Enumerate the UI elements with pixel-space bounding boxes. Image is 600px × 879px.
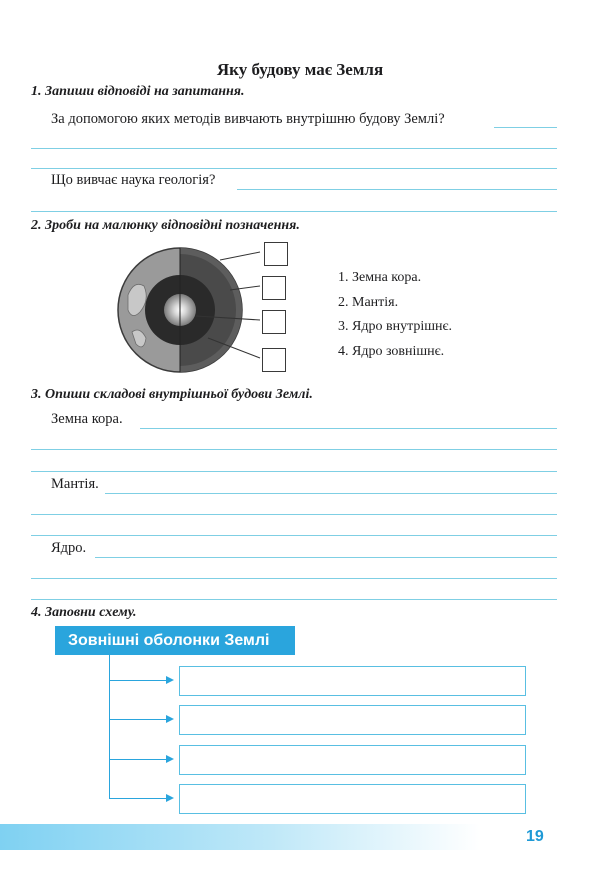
item-core: Ядро.	[51, 540, 87, 556]
scheme-arrow	[110, 680, 166, 681]
task-3-heading: 3. Опиши складові внутрішньої будови Землі.	[31, 387, 313, 402]
question-geology: Що вивчає наука геологія?	[51, 172, 216, 188]
scheme-arrow	[110, 719, 166, 720]
legend-item: 1. Земна кора.	[338, 270, 422, 285]
diagram-label-box[interactable]	[264, 242, 288, 266]
answer-line[interactable]	[95, 557, 557, 558]
scheme-connector	[109, 655, 110, 799]
task-1-heading: 1. Запиши відповіді на запитання.	[31, 84, 245, 99]
question-methods: За допомогою яких методів вивчають внутрішню будову Землі?	[51, 111, 445, 127]
scheme-answer-box[interactable]	[179, 745, 526, 775]
answer-line[interactable]	[31, 449, 557, 450]
item-mantle: Мантія.	[51, 476, 99, 492]
answer-line[interactable]	[31, 168, 557, 169]
page-number: 19	[526, 828, 544, 845]
answer-line[interactable]	[105, 493, 557, 494]
scheme-arrow	[110, 759, 166, 760]
scheme-arrow	[110, 798, 166, 799]
answer-line[interactable]	[31, 471, 557, 472]
legend-item: 4. Ядро зовнішнє.	[338, 343, 445, 359]
answer-line[interactable]	[31, 535, 557, 536]
legend-item: 2. Мантія.	[338, 294, 399, 310]
answer-line[interactable]	[31, 211, 557, 212]
scheme-answer-box[interactable]	[179, 666, 526, 696]
scheme-answer-box[interactable]	[179, 784, 526, 814]
page-title: Яку будову має Земля	[216, 60, 384, 79]
scheme-title: Зовнішні оболонки Землі	[55, 626, 295, 655]
answer-line[interactable]	[31, 514, 557, 515]
diagram-label-box[interactable]	[262, 348, 286, 372]
item-crust: Земна кора.	[51, 411, 123, 427]
answer-line[interactable]	[31, 148, 557, 149]
task-4-heading: 4. Заповни схему.	[31, 605, 137, 620]
answer-line[interactable]	[237, 189, 557, 190]
legend-list	[338, 266, 452, 364]
answer-line[interactable]	[31, 578, 557, 579]
task-2-heading: 2. Зроби на малюнку відповідні позначення.	[31, 218, 300, 233]
answer-line[interactable]	[494, 127, 557, 128]
scheme-answer-box[interactable]	[179, 705, 526, 735]
pointer-line	[220, 252, 260, 260]
legend-item: 3. Ядро внутрішнє.	[338, 319, 453, 334]
answer-line[interactable]	[31, 599, 557, 600]
answer-line[interactable]	[140, 428, 557, 429]
diagram-label-box[interactable]	[262, 310, 286, 334]
footer-band	[0, 824, 600, 850]
diagram-label-box[interactable]	[262, 276, 286, 300]
